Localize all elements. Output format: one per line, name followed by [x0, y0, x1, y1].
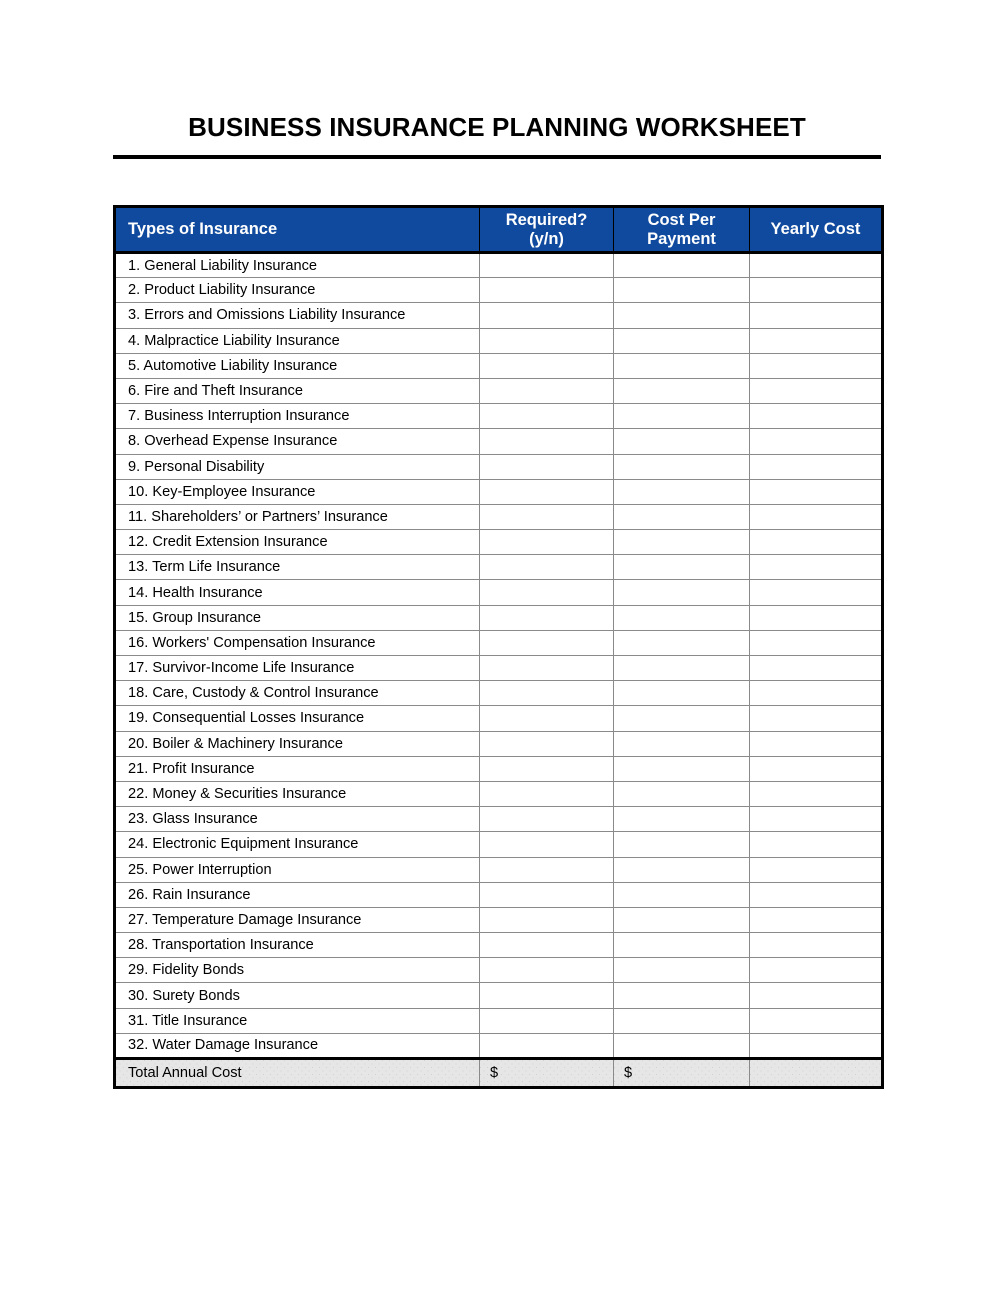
insurance-type-label: 29. Fidelity Bonds	[115, 958, 480, 983]
column-header-yearly-cost: Yearly Cost	[750, 207, 883, 253]
table-header-row	[115, 207, 883, 253]
yearly-cost-input-cell[interactable]	[750, 328, 883, 353]
cost-per-payment-input-cell[interactable]	[614, 580, 750, 605]
yearly-cost-input-cell[interactable]	[750, 857, 883, 882]
insurance-type-label: 4. Malpractice Liability Insurance	[115, 328, 480, 353]
yearly-cost-input-cell[interactable]	[750, 781, 883, 806]
table-row	[115, 983, 883, 1008]
required-input-cell[interactable]	[480, 580, 614, 605]
yearly-cost-input-cell[interactable]	[750, 278, 883, 303]
yearly-cost-input-cell[interactable]	[750, 1008, 883, 1033]
yearly-cost-input-cell[interactable]	[750, 832, 883, 857]
column-header-required-line2: (y/n)	[529, 229, 564, 248]
required-input-cell[interactable]	[480, 1008, 614, 1033]
insurance-type-label: 5. Automotive Liability Insurance	[115, 353, 480, 378]
table-row	[115, 353, 883, 378]
yearly-cost-input-cell[interactable]	[750, 253, 883, 278]
table-body	[115, 253, 883, 1059]
cost-per-payment-input-cell[interactable]	[614, 656, 750, 681]
insurance-type-label: 24. Electronic Equipment Insurance	[115, 832, 480, 857]
required-input-cell[interactable]	[480, 958, 614, 983]
insurance-type-label: 19. Consequential Losses Insurance	[115, 706, 480, 731]
table-row	[115, 756, 883, 781]
insurance-type-label: 18. Care, Custody & Control Insurance	[115, 681, 480, 706]
required-input-cell[interactable]	[480, 504, 614, 529]
required-input-cell[interactable]	[480, 530, 614, 555]
insurance-type-label: 25. Power Interruption	[115, 857, 480, 882]
table-header	[115, 207, 883, 253]
cost-per-payment-input-cell[interactable]	[614, 882, 750, 907]
cost-per-payment-input-cell[interactable]	[614, 832, 750, 857]
insurance-type-label: 20. Boiler & Machinery Insurance	[115, 731, 480, 756]
insurance-type-label: 13. Term Life Insurance	[115, 555, 480, 580]
yearly-cost-input-cell[interactable]	[750, 404, 883, 429]
insurance-type-label: 8. Overhead Expense Insurance	[115, 429, 480, 454]
cost-per-payment-input-cell[interactable]	[614, 555, 750, 580]
required-input-cell[interactable]	[480, 605, 614, 630]
required-input-cell[interactable]	[480, 907, 614, 932]
yearly-cost-input-cell[interactable]	[750, 907, 883, 932]
insurance-type-label: 32. Water Damage Insurance	[115, 1033, 480, 1058]
yearly-cost-input-cell[interactable]	[750, 882, 883, 907]
cost-per-payment-input-cell[interactable]	[614, 454, 750, 479]
insurance-planning-table	[113, 205, 884, 1089]
title-divider	[113, 155, 881, 159]
yearly-cost-input-cell[interactable]	[750, 555, 883, 580]
table-row	[115, 706, 883, 731]
table-row	[115, 253, 883, 278]
table-row	[115, 781, 883, 806]
required-input-cell[interactable]	[480, 832, 614, 857]
page-title: BUSINESS INSURANCE PLANNING WORKSHEET	[188, 112, 806, 142]
required-input-cell[interactable]	[480, 454, 614, 479]
required-input-cell[interactable]	[480, 253, 614, 278]
table-row	[115, 1033, 883, 1058]
required-input-cell[interactable]	[480, 429, 614, 454]
yearly-cost-input-cell[interactable]	[750, 756, 883, 781]
cost-per-payment-input-cell[interactable]	[614, 857, 750, 882]
required-input-cell[interactable]	[480, 706, 614, 731]
table-row	[115, 429, 883, 454]
table-row	[115, 278, 883, 303]
cost-per-payment-input-cell[interactable]	[614, 378, 750, 403]
cost-per-payment-input-cell[interactable]	[614, 278, 750, 303]
insurance-type-label: 30. Surety Bonds	[115, 983, 480, 1008]
required-input-cell[interactable]	[480, 278, 614, 303]
total-annual-cost-label: Total Annual Cost	[115, 1059, 480, 1088]
yearly-cost-input-cell[interactable]	[750, 429, 883, 454]
required-input-cell[interactable]	[480, 756, 614, 781]
cost-per-payment-input-cell[interactable]	[614, 429, 750, 454]
cost-per-payment-input-cell[interactable]	[614, 530, 750, 555]
required-input-cell[interactable]	[480, 807, 614, 832]
cost-per-payment-input-cell[interactable]	[614, 706, 750, 731]
table-footer	[115, 1059, 883, 1088]
required-input-cell[interactable]	[480, 656, 614, 681]
yearly-cost-input-cell[interactable]	[750, 1033, 883, 1058]
cost-per-payment-input-cell[interactable]	[614, 807, 750, 832]
yearly-cost-input-cell[interactable]	[750, 958, 883, 983]
yearly-cost-input-cell[interactable]	[750, 630, 883, 655]
cost-per-payment-input-cell[interactable]	[614, 781, 750, 806]
table-row	[115, 656, 883, 681]
required-input-cell[interactable]	[480, 378, 614, 403]
column-header-required-line1: Required?	[505, 210, 588, 229]
insurance-type-label: 14. Health Insurance	[115, 580, 480, 605]
required-input-cell[interactable]	[480, 404, 614, 429]
cost-per-payment-input-cell[interactable]	[614, 328, 750, 353]
required-input-cell[interactable]	[480, 353, 614, 378]
yearly-cost-input-cell[interactable]	[750, 983, 883, 1008]
yearly-cost-input-cell[interactable]	[750, 807, 883, 832]
insurance-type-label: 21. Profit Insurance	[115, 756, 480, 781]
table-row	[115, 807, 883, 832]
insurance-type-label: 12. Credit Extension Insurance	[115, 530, 480, 555]
required-input-cell[interactable]	[480, 933, 614, 958]
total-cost-per-payment-cell[interactable]: $	[614, 1059, 750, 1088]
required-input-cell[interactable]	[480, 681, 614, 706]
cost-per-payment-input-cell[interactable]	[614, 353, 750, 378]
yearly-cost-input-cell[interactable]	[750, 706, 883, 731]
insurance-type-label: 6. Fire and Theft Insurance	[115, 378, 480, 403]
required-input-cell[interactable]	[480, 983, 614, 1008]
insurance-type-label: 28. Transportation Insurance	[115, 933, 480, 958]
yearly-cost-input-cell[interactable]	[750, 530, 883, 555]
column-header-types-of-insurance: Types of Insurance	[115, 207, 480, 253]
table-row	[115, 907, 883, 932]
insurance-type-label: 2. Product Liability Insurance	[115, 278, 480, 303]
required-input-cell[interactable]	[480, 1033, 614, 1058]
yearly-cost-input-cell[interactable]	[750, 605, 883, 630]
required-input-cell[interactable]	[480, 328, 614, 353]
table-row	[115, 555, 883, 580]
required-input-cell[interactable]	[480, 303, 614, 328]
total-yearly-cost-cell[interactable]	[750, 1059, 883, 1088]
column-header-cost-per-payment	[614, 207, 750, 253]
table-row	[115, 630, 883, 655]
yearly-cost-input-cell[interactable]	[750, 303, 883, 328]
insurance-type-label: 22. Money & Securities Insurance	[115, 781, 480, 806]
insurance-type-label: 26. Rain Insurance	[115, 882, 480, 907]
insurance-type-label: 7. Business Interruption Insurance	[115, 404, 480, 429]
cost-per-payment-input-cell[interactable]	[614, 933, 750, 958]
column-header-cost-line1: Cost Per	[647, 210, 716, 229]
cost-per-payment-input-cell[interactable]	[614, 253, 750, 278]
yearly-cost-input-cell[interactable]	[750, 933, 883, 958]
table-row	[115, 378, 883, 403]
cost-per-payment-input-cell[interactable]	[614, 681, 750, 706]
table-row	[115, 933, 883, 958]
insurance-type-label: 15. Group Insurance	[115, 605, 480, 630]
table-row	[115, 454, 883, 479]
table-row	[115, 958, 883, 983]
table-row	[115, 1008, 883, 1033]
table-row	[115, 731, 883, 756]
table-row	[115, 328, 883, 353]
cost-per-payment-input-cell[interactable]	[614, 731, 750, 756]
yearly-cost-input-cell[interactable]	[750, 353, 883, 378]
column-header-cost-line2: Payment	[647, 229, 716, 248]
required-input-cell[interactable]	[480, 555, 614, 580]
table-row	[115, 504, 883, 529]
insurance-type-label: 31. Title Insurance	[115, 1008, 480, 1033]
required-input-cell[interactable]	[480, 630, 614, 655]
column-header-required	[480, 207, 614, 253]
cost-per-payment-input-cell[interactable]	[614, 756, 750, 781]
yearly-cost-input-cell[interactable]	[750, 731, 883, 756]
table-row	[115, 832, 883, 857]
yearly-cost-input-cell[interactable]	[750, 504, 883, 529]
table-row	[115, 479, 883, 504]
table-row	[115, 580, 883, 605]
table-row	[115, 303, 883, 328]
table-row	[115, 530, 883, 555]
cost-per-payment-input-cell[interactable]	[614, 1033, 750, 1058]
cost-per-payment-input-cell[interactable]	[614, 983, 750, 1008]
table-row	[115, 882, 883, 907]
required-input-cell[interactable]	[480, 882, 614, 907]
yearly-cost-input-cell[interactable]	[750, 479, 883, 504]
total-required-cell[interactable]: $	[480, 1059, 614, 1088]
yearly-cost-input-cell[interactable]	[750, 681, 883, 706]
total-row	[115, 1059, 883, 1088]
cost-per-payment-input-cell[interactable]	[614, 479, 750, 504]
cost-per-payment-input-cell[interactable]	[614, 1008, 750, 1033]
yearly-cost-input-cell[interactable]	[750, 378, 883, 403]
required-input-cell[interactable]	[480, 781, 614, 806]
cost-per-payment-input-cell[interactable]	[614, 404, 750, 429]
table-row	[115, 605, 883, 630]
insurance-type-label: 1. General Liability Insurance	[115, 253, 480, 278]
insurance-type-label: 10. Key-Employee Insurance	[115, 479, 480, 504]
required-input-cell[interactable]	[480, 479, 614, 504]
cost-per-payment-input-cell[interactable]	[614, 504, 750, 529]
yearly-cost-input-cell[interactable]	[750, 656, 883, 681]
insurance-type-label: 3. Errors and Omissions Liability Insurance	[115, 303, 480, 328]
yearly-cost-input-cell[interactable]	[750, 580, 883, 605]
insurance-type-label: 27. Temperature Damage Insurance	[115, 907, 480, 932]
yearly-cost-input-cell[interactable]	[750, 454, 883, 479]
insurance-type-label: 11. Shareholders’ or Partners’ Insurance	[115, 504, 480, 529]
cost-per-payment-input-cell[interactable]	[614, 907, 750, 932]
table-row	[115, 681, 883, 706]
insurance-type-label: 9. Personal Disability	[115, 454, 480, 479]
required-input-cell[interactable]	[480, 857, 614, 882]
cost-per-payment-input-cell[interactable]	[614, 958, 750, 983]
cost-per-payment-input-cell[interactable]	[614, 303, 750, 328]
table-row	[115, 404, 883, 429]
insurance-type-label: 23. Glass Insurance	[115, 807, 480, 832]
cost-per-payment-input-cell[interactable]	[614, 630, 750, 655]
table-row	[115, 857, 883, 882]
insurance-type-label: 17. Survivor-Income Life Insurance	[115, 656, 480, 681]
required-input-cell[interactable]	[480, 731, 614, 756]
insurance-type-label: 16. Workers' Compensation Insurance	[115, 630, 480, 655]
cost-per-payment-input-cell[interactable]	[614, 605, 750, 630]
